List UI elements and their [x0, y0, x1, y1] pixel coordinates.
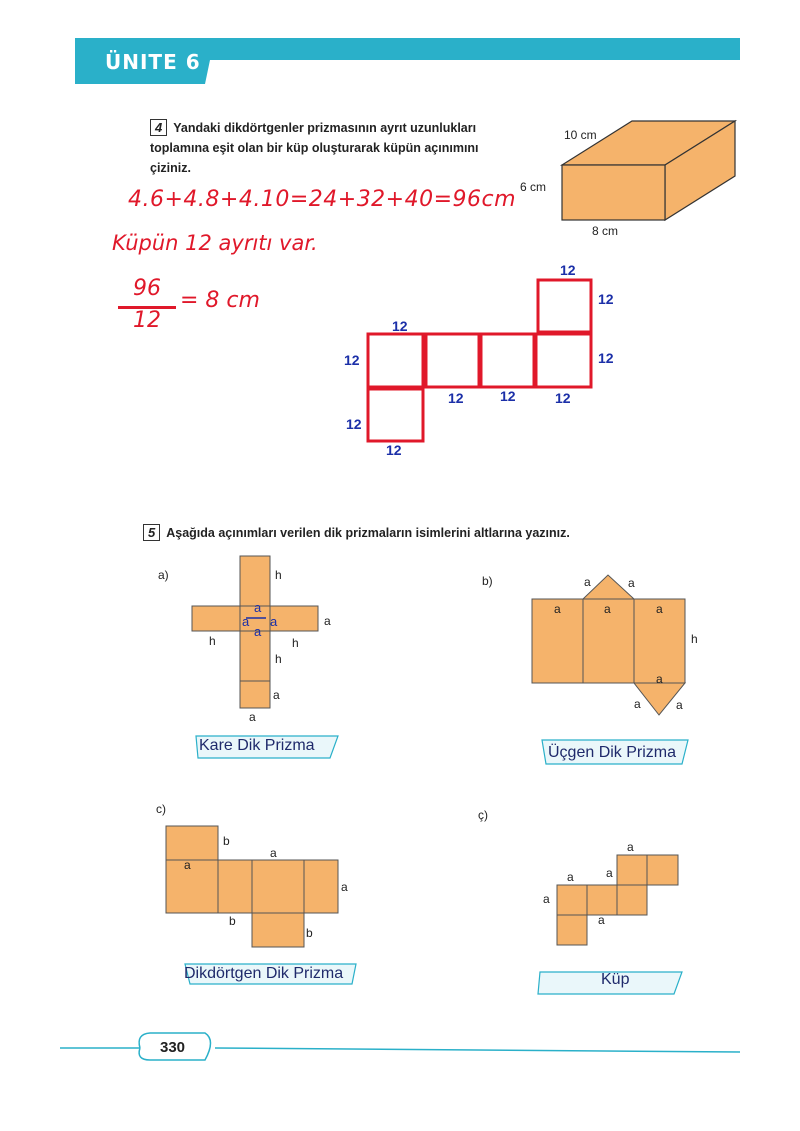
part-label-b: b)	[482, 574, 493, 588]
question-number: 5	[143, 524, 160, 541]
question-4	[150, 118, 520, 178]
var-a: a	[567, 870, 574, 884]
fraction-numerator: 96	[133, 276, 161, 301]
var-h: h	[691, 632, 698, 646]
edge-label: 12	[392, 318, 408, 334]
answer-b: Üçgen Dik Prizma	[548, 744, 677, 761]
var-h: h	[275, 568, 282, 582]
var-a: a	[270, 846, 277, 860]
handwritten-note: Küpün 12 ayrıtı var.	[112, 231, 318, 255]
answer-c: Dikdörtgen Dik Prizma	[184, 965, 344, 982]
var-a: a	[656, 602, 663, 616]
edge-label: 12	[346, 416, 362, 432]
var-a: a	[554, 602, 561, 616]
answer-a: Kare Dik Prizma	[199, 737, 315, 754]
var-a: a	[604, 602, 611, 616]
part-label-a: a)	[158, 568, 169, 582]
var-a: a	[584, 575, 591, 589]
var-a: a	[634, 697, 641, 711]
unit-title: ÜNITE 6	[105, 50, 201, 74]
var-a: a	[606, 866, 613, 880]
prism-width-label: 8 cm	[592, 224, 619, 238]
question-text: Yandaki dikdörtgenler prizmasının ayrıt uzunlukları toplamına eşit olan bir küp oluşturarak küpün açınımını çiziniz.	[150, 121, 479, 175]
var-a: a	[628, 576, 635, 590]
var-a: a	[184, 858, 191, 872]
handwritten-var-a: a	[254, 624, 262, 639]
handwritten-var-a: a	[270, 614, 278, 629]
edge-label: 12	[598, 350, 614, 366]
var-a: a	[598, 913, 605, 927]
var-a: a	[249, 710, 256, 724]
part-label-c-cedilla: ç)	[478, 808, 488, 822]
fraction-denominator: 12	[133, 308, 161, 333]
var-a: a	[324, 614, 331, 628]
part-label-c: c)	[156, 802, 166, 816]
prism-height-label: 6 cm	[520, 180, 547, 194]
question-number: 4	[150, 119, 167, 136]
var-a: a	[656, 672, 663, 686]
var-a: a	[676, 698, 683, 712]
var-a: a	[543, 892, 550, 906]
var-a: a	[273, 688, 280, 702]
handwritten-var-a: a	[242, 614, 250, 629]
edge-label: 12	[598, 291, 614, 307]
fraction-result: = 8 cm	[180, 288, 260, 313]
banner-stripe	[210, 46, 740, 60]
var-b: b	[306, 926, 313, 940]
var-h: h	[292, 636, 299, 650]
net-c-cedilla-cube	[557, 855, 678, 945]
var-h: h	[209, 634, 216, 648]
page-number: 330	[160, 1039, 186, 1056]
edge-label: 12	[344, 352, 360, 368]
edge-label: 12	[500, 388, 516, 404]
edge-label: 12	[386, 442, 402, 458]
question-5	[143, 524, 743, 541]
edge-label: 12	[560, 262, 576, 278]
prism-depth-label: 10 cm	[564, 128, 597, 142]
var-a: a	[627, 840, 634, 854]
answer-c-cedilla: Küp	[601, 971, 630, 988]
var-b: b	[223, 834, 230, 848]
var-b: b	[229, 914, 236, 928]
edge-label: 12	[448, 390, 464, 406]
edge-label: 12	[555, 390, 571, 406]
question-text: Aşağıda açınımları verilen dik prizmaların isimlerini altlarına yazınız.	[166, 526, 570, 540]
handwritten-sum: 4.6+4.8+4.10=24+32+40=96cm	[128, 187, 517, 212]
var-a: a	[341, 880, 348, 894]
net-b-triangular-prism	[532, 575, 685, 715]
handwritten-var-a: a	[254, 600, 262, 615]
cube-net-drawing	[368, 280, 591, 441]
var-h: h	[275, 652, 282, 666]
